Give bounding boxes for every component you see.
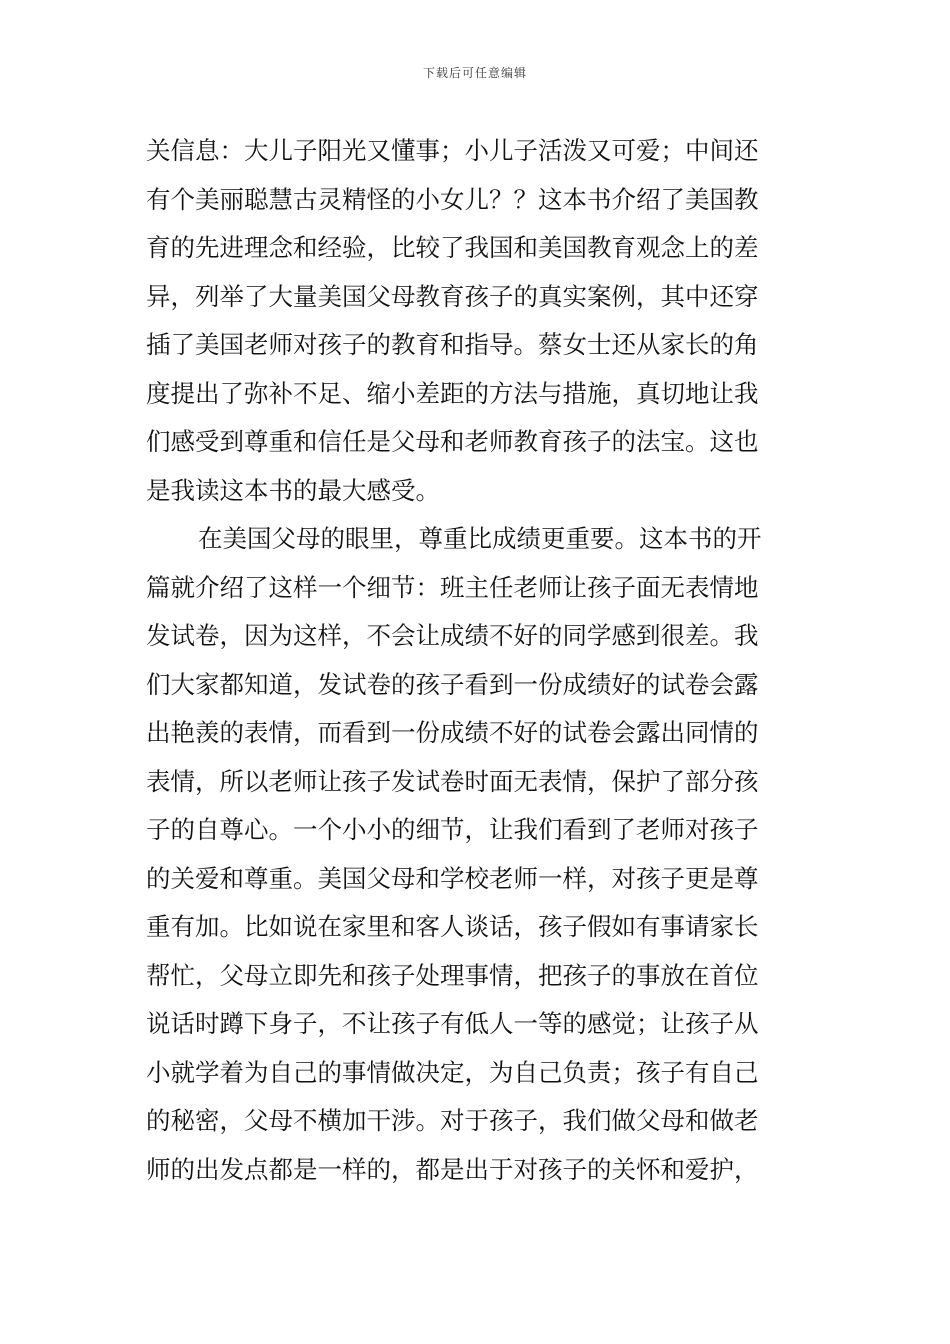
text-line: 有个美丽聪慧古灵精怪的小女儿？？这本书介绍了美国教 [146,184,759,214]
text-line: 出艳羡的表情，而看到一份成绩不好的试卷会露出同情的 [146,718,759,747]
text-line: 表情，所以老师让孩子发试卷时面无表情，保护了部分孩 [146,766,759,796]
text-line: 的秘密，父母不横加干涉。对于孩子，我们做父母和做老 [146,1106,759,1135]
text-line: 师的出发点都是一样的，都是出于对孩子的关怀和爱护， [146,1154,759,1184]
text-line: 篇就介绍了这样一个细节：班主任老师让孩子面无表情地 [146,572,759,602]
text-line: 发试卷，因为这样，不会让成绩不好的同学感到很差。我 [146,621,759,650]
text-line: 插了美国老师对孩子的教育和指导。蔡女士还从家长的角 [146,330,759,359]
text-line: 重有加。比如说在家里和客人谈话，孩子假如有事请家长 [146,912,759,941]
document-body [146,127,810,1194]
text-line: 帮忙，父母立即先和孩子处理事情，把孩子的事放在首位 [146,960,759,990]
text-line: 度提出了弥补不足、缩小差距的方法与措施，真切地让我 [146,378,759,408]
text-line: 的关爱和尊重。美国父母和学校老师一样，对孩子更是尊 [146,863,759,893]
text-line: 说话时蹲下身子，不让孩子有低人一等的感觉；让孩子从 [146,1009,759,1038]
page-header-note: 下载后可任意编辑 [422,66,527,80]
text-line: 异，列举了大量美国父母教育孩子的真实案例，其中还穿 [146,281,759,311]
text-line: 关信息：大儿子阳光又懂事；小儿子活泼又可爱；中间还 [146,136,759,165]
text-line: 们大家都知道，发试卷的孩子看到一份成绩好的试卷会露 [146,669,759,699]
text-line: 是我读这本书的最大感受。 [146,475,440,505]
paragraph-start-line: 在美国父母的眼里，尊重比成绩更重要。这本书的开 [198,524,762,553]
text-line: 们感受到尊重和信任是父母和老师教育孩子的法宝。这也 [146,427,759,456]
text-line: 育的先进理念和经验，比较了我国和美国教育观念上的差 [146,233,759,262]
text-line: 子的自尊心。一个小小的细节，让我们看到了老师对孩子 [146,815,759,844]
text-line: 小就学着为自己的事情做决定，为自己负责；孩子有自己 [146,1057,759,1087]
